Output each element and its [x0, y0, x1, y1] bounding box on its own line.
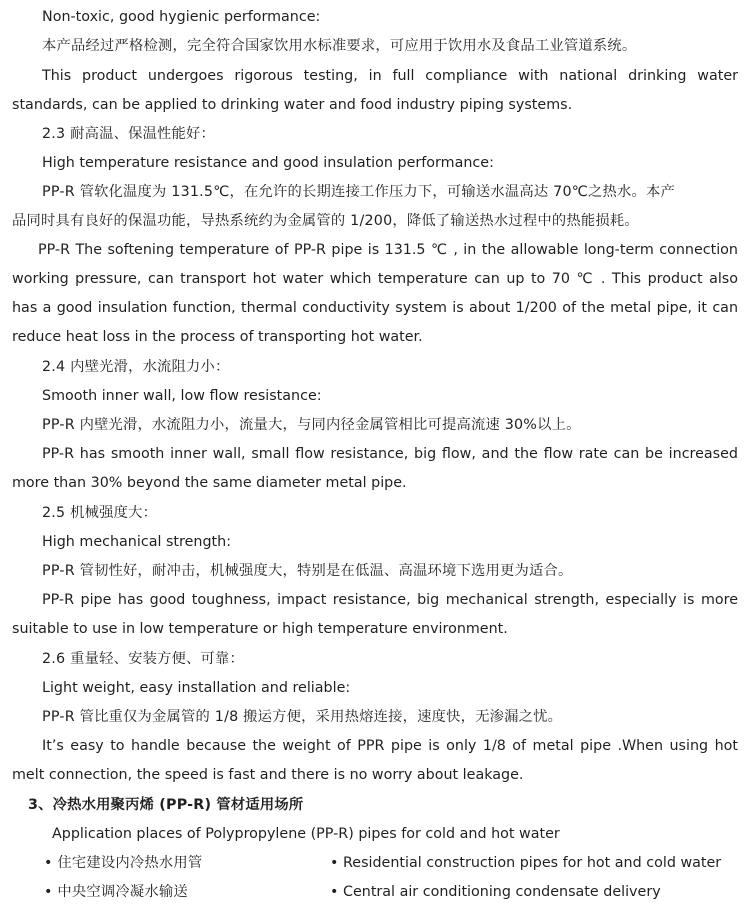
- section-subheading-en: High mechanical strength:: [42, 534, 232, 550]
- paragraph-zh-line: PP-R 管比重仅为金属管的 1/8 搬运方便，采用热熔连接，速度快，无渗漏之忧。: [42, 709, 563, 725]
- paragraph-en-line: reduce heat loss in the process of transporting hot water.: [12, 329, 423, 345]
- paragraph-zh-line: PP-R 管韧性好，耐冲击，机械强度大，特别是在低温、高温环境下选用更为适合。: [42, 563, 573, 579]
- section-subheading-en: Smooth inner wall, low flow resistance:: [42, 388, 322, 404]
- section-subheading-3-en: Application places of Polypropylene (PP-R) pipes for cold and hot water: [52, 826, 560, 842]
- paragraph-zh-line: PP-R 内壁光滑，水流阻力小，流量大，与同内径金属管相比可提高流速 30%以上。: [42, 417, 581, 433]
- paragraph-en-line: This product undergoes rigorous testing, in full compliance with national drinking water: [42, 68, 738, 84]
- paragraph-en-line: PP-R pipe has good toughness, impact resistance, big mechanical strength, especially is more: [42, 592, 738, 608]
- paragraph-en-line: more than 30% beyond the same diameter metal pipe.: [12, 475, 407, 491]
- bullet-item-en: • Central air conditioning condensate delivery: [330, 884, 661, 900]
- paragraph-en-line: has a good insulation function, thermal conductivity system is about 1/200 of the metal pipe, it can: [12, 300, 738, 316]
- paragraph-zh: 本产品经过严格检测，完全符合国家饮用水标准要求，可应用于饮用水及食品工业管道系统。: [42, 38, 637, 54]
- paragraph-en-line: standards, can be applied to drinking water and food industry piping systems.: [12, 97, 573, 113]
- section-subheading-en: Light weight, easy installation and reliable:: [42, 680, 351, 696]
- paragraph-en-line: PP-R has smooth inner wall, small flow resistance, big flow, and the flow rate can be increased: [42, 446, 738, 462]
- section-heading-2-3: 2.3 耐高温、保温性能好：: [42, 126, 216, 142]
- paragraph-en-line: working pressure, can transport hot water which temperature can up to 70 ℃ . This product also: [12, 271, 738, 287]
- paragraph-en-line: PP-R The softening temperature of PP-R pipe is 131.5 ℃ , in the allowable long-term connection: [38, 242, 738, 258]
- section-heading-3: 3、冷热水用聚丙烯 (PP-R) 管材适用场所: [28, 797, 304, 813]
- paragraph-zh-line: 品同时具有良好的保温功能，导热系统约为金属管的 1/200，降低了输送热水过程中的热能损耗。: [12, 213, 639, 229]
- section-heading-2-6: 2.6 重量轻、安装方便、可靠：: [42, 651, 245, 667]
- paragraph-zh-line: PP-R 管软化温度为 131.5℃，在允许的长期连接工作压力下，可输送水温高达 70℃之热水。本产: [42, 184, 675, 200]
- section-heading-2-5: 2.5 机械强度大：: [42, 505, 158, 521]
- heading-non-toxic: Non-toxic, good hygienic performance:: [42, 9, 321, 25]
- paragraph-en-line: It’s easy to handle because the weight of PPR pipe is only 1/8 of metal pipe .When using hot: [42, 738, 738, 754]
- paragraph-en-line: melt connection, the speed is fast and there is no worry about leakage.: [12, 767, 524, 783]
- bullet-item-zh: • 中央空调冷凝水输送: [44, 884, 188, 900]
- bullet-item-en: • Residential construction pipes for hot and cold water: [330, 855, 722, 871]
- section-heading-2-4: 2.4 内壁光滑，水流阻力小：: [42, 359, 230, 375]
- bullet-item-zh: • 住宅建设内冷热水用管: [44, 855, 203, 871]
- paragraph-en-line: suitable to use in low temperature or high temperature environment.: [12, 621, 508, 637]
- section-subheading-en: High temperature resistance and good insulation performance:: [42, 155, 494, 171]
